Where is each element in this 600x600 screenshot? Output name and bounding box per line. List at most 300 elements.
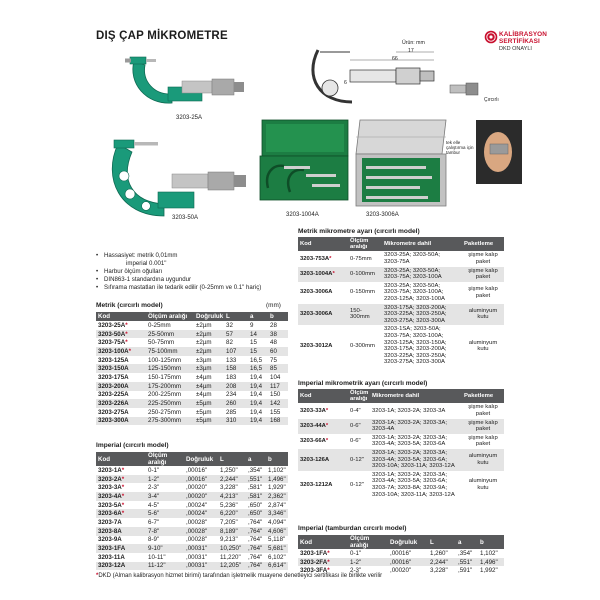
- l-cell: 234: [226, 391, 237, 399]
- col-l: L: [218, 452, 246, 466]
- l-cell: 5,236": [220, 501, 238, 509]
- product-code-text: 3203-200A: [98, 382, 129, 390]
- col-b: b: [266, 452, 288, 466]
- range-cell: 0-75mm: [350, 255, 372, 262]
- table-row: [298, 434, 504, 449]
- caption-3203-25a: 3203-25A: [176, 115, 203, 121]
- range-cell: 0-300mm: [350, 342, 375, 349]
- badge-line-2: SERTİFİKASI: [499, 38, 540, 45]
- a-cell: 14: [248, 330, 268, 339]
- accuracy-cell: ,00024": [186, 501, 208, 509]
- l-cell: 310: [224, 417, 248, 426]
- l-cell: 285: [226, 408, 237, 416]
- included-cell: [370, 403, 462, 418]
- product-code-text: 3203-4A: [98, 492, 122, 500]
- a-cell: ,354": [248, 466, 263, 474]
- table-row: [298, 251, 504, 266]
- accuracy-cell: ±5µm: [196, 408, 212, 416]
- range-cell: 6-7": [148, 518, 160, 526]
- table-row: [96, 321, 288, 330]
- a-cell: ,764": [248, 553, 263, 561]
- table-row: [96, 417, 288, 426]
- included-line: 3203-275A; 3203-300A: [384, 359, 445, 366]
- product-code: [96, 391, 146, 400]
- product-code: [96, 356, 146, 365]
- note-precision-imperial: imperial 0.001": [104, 260, 167, 267]
- b-cell: 5,681": [266, 544, 288, 553]
- product-code: [96, 399, 146, 408]
- a-cell: 16,5: [248, 364, 268, 373]
- table-row: [298, 267, 504, 282]
- table-row: [96, 501, 288, 510]
- note-standard: • DIN863-1 standardına uygundur: [96, 276, 192, 283]
- badge-line-1: KALİBRASYON: [499, 31, 547, 38]
- b-cell: 3,346": [266, 509, 288, 518]
- product-code: [96, 562, 146, 571]
- b-cell: 1,992": [480, 567, 498, 575]
- packaging-line: şişme kalıp: [468, 252, 498, 259]
- packaging-cell: [462, 449, 504, 471]
- col-a: a: [248, 312, 268, 321]
- l-cell: 260: [224, 399, 248, 408]
- included-line: 3203-1SA; 3203-50A;: [384, 326, 441, 333]
- included-line: 3203-125A; 3203-150A;: [384, 339, 447, 346]
- bullet-icon: •: [96, 284, 99, 291]
- dkd-star-icon: *: [121, 484, 125, 492]
- table-row: [298, 549, 504, 558]
- col-range: Ölçüm aralığı: [348, 237, 382, 251]
- range-cell: 75-100mm: [146, 347, 194, 356]
- l-cell: 2,244": [218, 475, 246, 484]
- packaging-cell: [462, 419, 504, 434]
- caption-ratchet: Çırcırlı: [484, 97, 499, 103]
- product-code: [298, 251, 348, 266]
- col-l: L: [428, 535, 456, 549]
- table-row: [96, 518, 288, 527]
- footnote-text: DKD (Alman kalibrasyon hizmet birimi) tarafından işletmelik muayene denetleyici sertifikası ile birlikte verilir: [98, 573, 383, 579]
- table-row: [298, 558, 504, 567]
- accuracy-cell: ±3µm: [194, 364, 224, 373]
- b-cell: 60: [268, 347, 288, 356]
- included-line: 2203-125A; 3203-100A: [384, 295, 445, 302]
- product-code-text: 3203-1FA: [300, 549, 328, 557]
- l-cell: 2,244": [428, 558, 456, 567]
- dkd-star-icon: *: [121, 475, 125, 483]
- table-row: [96, 483, 288, 492]
- col-range: Ölçüm aralığı: [146, 452, 184, 466]
- range-cell: 25-50mm: [146, 330, 194, 339]
- l-cell: 32: [226, 321, 233, 329]
- col-accuracy: Doğruluk: [388, 535, 428, 549]
- dkd-star-icon: *: [121, 466, 125, 474]
- included-line: 3203-10A; 3203-11A; 3203-12A: [372, 491, 455, 498]
- col-b: b: [478, 535, 504, 549]
- included-cell: [382, 304, 462, 326]
- range-cell: 0-12": [348, 449, 370, 471]
- product-code: [96, 364, 146, 373]
- l-cell: 9,213": [220, 536, 238, 544]
- product-code-text: 3203-1FA: [98, 545, 126, 553]
- included-line: 3203-75A: [384, 259, 410, 265]
- product-code: [96, 321, 146, 330]
- packaging-line: şişme kalıp: [468, 404, 498, 411]
- b-cell: 4,606": [266, 527, 288, 536]
- table-header-row: [96, 312, 288, 321]
- dkd-star-icon: *: [325, 407, 329, 414]
- accuracy-cell: ±3µm: [196, 356, 212, 364]
- packaging-line: şişme kalıp: [468, 286, 498, 293]
- range-cell: 50-75mm: [148, 339, 175, 347]
- included-line: 3203-25A; 3203-50A;: [384, 252, 441, 259]
- packaging-cell: [462, 282, 504, 304]
- product-code: [298, 325, 348, 367]
- accuracy-cell: ±5µm: [194, 417, 224, 426]
- product-code: [298, 449, 348, 471]
- product-code: [96, 483, 146, 492]
- product-code-text: 3203-25A: [98, 321, 126, 329]
- b-cell: 1,496": [266, 475, 288, 484]
- col-kod: Kod: [298, 389, 348, 403]
- range-cell: 0-6": [348, 419, 370, 434]
- b-cell: 6,614": [266, 562, 288, 571]
- table-row: [96, 475, 288, 484]
- table-row: [96, 391, 288, 400]
- imperial-drum-section-title: Imperial (tamburdan cırcırlı model): [298, 525, 407, 532]
- product-code: [298, 282, 348, 304]
- included-line: 3203-225A; 3203-250A;: [384, 352, 447, 359]
- accuracy-cell: ±4µm: [196, 391, 212, 399]
- packaging-line: aluminyum: [468, 453, 498, 460]
- range-cell: 0-100mm: [348, 267, 382, 282]
- included-line: 3203-7A; 3203-8A; 3203-9A;: [372, 484, 447, 491]
- range-cell: 5-6": [146, 509, 184, 518]
- table-row: [96, 364, 288, 373]
- dkd-star-icon: *: [125, 330, 128, 338]
- table-header-row: [96, 452, 288, 466]
- product-code: [96, 527, 146, 536]
- included-cell: [370, 449, 462, 471]
- col-kod: Kod: [96, 452, 146, 466]
- product-code-text: 3203-1004A: [300, 270, 333, 277]
- packaging-line: paket: [475, 259, 491, 265]
- col-range: Ölçüm aralığı: [348, 535, 388, 549]
- l-cell: 6,220": [218, 509, 246, 518]
- table-row: [96, 527, 288, 536]
- l-cell: 3,228": [430, 567, 448, 575]
- dimension-label-6: 6: [344, 80, 347, 86]
- product-code-text: 3203-33A: [300, 407, 326, 414]
- a-cell: ,650": [248, 501, 263, 509]
- col-range: Ölçüm aralığı: [350, 390, 369, 403]
- footnote-star: *: [96, 573, 99, 579]
- accuracy-cell: ,00016": [186, 466, 208, 474]
- range-cell: 0-25mm: [148, 321, 171, 329]
- metric-sets-table: [298, 237, 504, 367]
- included-line: 3203-175A; 3203-200A;: [384, 304, 447, 311]
- range-cell: 0-1": [148, 466, 160, 474]
- accuracy-cell: ,00020": [186, 484, 208, 492]
- accuracy-cell: ±5µm: [194, 399, 224, 408]
- dimension-diagram: [300, 38, 470, 108]
- b-cell: 2,362": [266, 492, 288, 501]
- a-cell: 19,4: [250, 408, 263, 416]
- range-cell: 3-4": [146, 492, 184, 501]
- b-cell: 1,929": [268, 484, 286, 492]
- product-code-text: 3203-3012A: [300, 342, 333, 349]
- table-row: [298, 325, 504, 367]
- accuracy-cell: ±2µm: [194, 330, 224, 339]
- product-code: [96, 501, 146, 510]
- a-cell: ,764": [246, 527, 266, 536]
- included-line: 3203-75A; 3203-100A: [384, 274, 442, 281]
- l-cell: 133: [226, 356, 237, 364]
- case-3006a-image: [352, 118, 450, 208]
- col-included: Mikrometre dahil: [370, 389, 462, 403]
- table-row: [96, 382, 288, 391]
- l-cell: 183: [226, 373, 237, 381]
- page-title: DIŞ ÇAP MİKROMETRE: [96, 30, 228, 42]
- product-code-text: 3203-300A: [98, 417, 129, 425]
- table-row: [96, 338, 288, 347]
- range-cell: 275-300mm: [146, 417, 194, 426]
- included-cell: [370, 471, 462, 499]
- range-cell: 200-225mm: [148, 391, 182, 399]
- table-row: [298, 304, 504, 326]
- packaging-cell: [462, 304, 504, 326]
- product-code-text: 3203-3006A: [300, 289, 333, 296]
- table-row: [298, 282, 504, 304]
- included-line: 3203-4A; 3203-5A; 3203-6A;: [372, 456, 447, 463]
- product-code-text: 3203-1A: [98, 466, 122, 474]
- included-line: 3203-1A; 3203-2A; 3203-3A: [372, 407, 446, 414]
- a-cell: ,764": [246, 544, 266, 553]
- b-cell: 5,118": [268, 536, 286, 544]
- a-cell: ,591": [458, 567, 473, 575]
- accuracy-cell: ±4µm: [196, 373, 212, 381]
- range-cell: 150-175mm: [148, 373, 182, 381]
- product-code: [298, 419, 348, 434]
- included-cell: [370, 434, 462, 449]
- table-row: [96, 356, 288, 365]
- range-cell: 250-275mm: [148, 408, 182, 416]
- included-line: 3203-75A; 3203-100A;: [384, 289, 444, 296]
- packaging-line: kutu: [477, 346, 489, 353]
- hand-operation-image: [476, 120, 522, 184]
- product-code: [96, 553, 146, 562]
- col-accuracy: Doğruluk: [196, 313, 224, 320]
- packaging-line: şişme kalıp: [468, 434, 498, 441]
- dkd-star-icon: *: [332, 270, 335, 277]
- product-code-text: 3203-753A: [300, 255, 330, 262]
- dkd-star-icon: *: [125, 321, 128, 329]
- l-cell: 3,228": [220, 484, 238, 492]
- dimension-label-66: 66: [392, 56, 398, 62]
- product-code: [298, 267, 348, 282]
- product-code-text: 3203-175A: [98, 373, 129, 381]
- accuracy-cell: ,00031": [184, 562, 218, 571]
- table-row: [96, 373, 288, 382]
- accuracy-cell: ,00031": [186, 553, 208, 561]
- l-cell: 4,213": [218, 492, 246, 501]
- caption-3203-50a: 3203-50A: [172, 215, 199, 221]
- b-cell: 2,874": [268, 501, 286, 509]
- b-cell: 75: [270, 356, 277, 364]
- a-cell: 19,4: [248, 399, 268, 408]
- included-cell: [382, 282, 462, 304]
- range-cell: 2-3": [148, 484, 160, 492]
- packaging-line: paket: [475, 426, 491, 433]
- range-cell: 175-200mm: [146, 382, 194, 391]
- col-packaging: Paketleme: [462, 389, 504, 403]
- l-cell: 158: [224, 364, 248, 373]
- packaging-cell: [462, 325, 504, 367]
- range-cell: 0-6": [350, 438, 361, 445]
- table-row: [298, 419, 504, 434]
- col-accuracy: Doğruluk: [184, 452, 218, 466]
- product-code: [96, 408, 146, 417]
- range-cell: 7-8": [146, 527, 184, 536]
- l-cell: 12,205": [218, 562, 246, 571]
- accuracy-cell: ±2µm: [196, 321, 212, 329]
- caption-hand-operation: tek elle çalıştırma için tambur: [446, 140, 474, 155]
- packaging-line: kutu: [477, 314, 489, 321]
- table-row: [96, 536, 288, 545]
- packaging-line: paket: [475, 292, 491, 299]
- a-cell: 19,4: [250, 391, 263, 399]
- packaging-cell: [462, 471, 504, 499]
- included-line: 3203-1A; 3203-2A; 3203-3A;: [372, 449, 447, 456]
- b-cell: 1,102": [480, 549, 498, 557]
- a-cell: 19,4: [250, 373, 263, 381]
- packaging-line: paket: [475, 274, 491, 281]
- range-cell: 4-5": [148, 501, 160, 509]
- dimension-label-17: 17: [408, 48, 414, 54]
- col-a: a: [456, 535, 478, 549]
- range-cell: 0-1": [350, 549, 362, 557]
- accuracy-cell: ±2µm: [196, 339, 212, 347]
- packaging-line: aluminyum: [468, 339, 498, 346]
- included-cell: [382, 251, 462, 266]
- range-cell: 0-12": [350, 481, 364, 488]
- packaging-line: aluminyum: [468, 478, 498, 485]
- product-code-text: 3203-3006A: [300, 311, 333, 318]
- col-kod: Kod: [298, 237, 348, 251]
- dkd-star-icon: *: [329, 255, 332, 262]
- micrometer-25a-image: [120, 45, 250, 111]
- packaging-line: şişme kalıp: [468, 419, 498, 426]
- accuracy-cell: ,00020": [390, 567, 412, 575]
- product-code: [96, 518, 146, 527]
- table-row: [298, 449, 504, 471]
- imperial-drum-table: [298, 535, 504, 575]
- l-cell: 57: [224, 330, 248, 339]
- a-cell: 9: [250, 321, 254, 329]
- bullet-icon: •: [96, 252, 99, 259]
- product-code-text: 3203-7A: [98, 518, 122, 526]
- range-cell: 0-150mm: [350, 289, 375, 296]
- accuracy-cell: ±2µm: [194, 347, 224, 356]
- col-l: L: [224, 312, 248, 321]
- product-code: [96, 373, 146, 382]
- product-code-text: 3203-100A: [98, 347, 129, 355]
- included-line: 3203-225A; 3203-250A;: [384, 311, 447, 318]
- b-cell: 4,094": [268, 518, 286, 526]
- included-line: 3203-275A; 3203-300A: [384, 317, 445, 324]
- product-code: [96, 509, 146, 518]
- dkd-star-icon: *: [128, 347, 132, 355]
- product-code: [96, 382, 146, 391]
- packaging-line: aluminyum: [468, 307, 498, 314]
- product-code-text: 3203-50A: [98, 330, 126, 338]
- dkd-star-icon: *: [121, 510, 125, 518]
- product-code: [298, 471, 348, 499]
- product-code: [298, 434, 348, 449]
- range-cell: 11-12": [146, 562, 184, 571]
- a-cell: 15: [250, 339, 257, 347]
- col-kod: Kod: [96, 312, 146, 321]
- product-code-text: 3203-44A: [300, 422, 326, 429]
- accuracy-cell: ±4µm: [194, 382, 224, 391]
- product-code-text: 3203-3A: [98, 484, 122, 492]
- product-code-text: 3203-5A: [98, 501, 122, 509]
- ratchet-detail-image: [448, 80, 484, 98]
- imperial-section-title: Imperial (cırcırlı model): [96, 442, 169, 449]
- b-cell: 85: [268, 364, 288, 373]
- a-cell: 16,5: [250, 356, 263, 364]
- packaging-line: kutu: [477, 484, 489, 491]
- range-cell: 1-2": [348, 558, 388, 567]
- packaging-cell: [462, 251, 504, 266]
- b-cell: 142: [268, 399, 288, 408]
- metric-sets-section-title: Metrik mikrometre ayarı (cırcırlı model): [298, 228, 420, 235]
- product-code-text: 3203-2FA: [300, 558, 328, 566]
- micrometer-50a-image: [100, 130, 260, 220]
- product-code-text: 3203-9A: [98, 536, 122, 544]
- product-code: [96, 330, 146, 339]
- imperial-sets-section-title: Imperial mikrometrik ayarı (cırcırlı model): [298, 380, 428, 387]
- bullet-icon: •: [96, 276, 99, 283]
- included-line: 3203-75A; 3203-100A;: [384, 332, 444, 339]
- a-cell: ,354": [458, 549, 473, 557]
- packaging-cell: [462, 434, 504, 449]
- range-cell: 100-125mm: [148, 356, 182, 364]
- a-cell: 19,4: [248, 382, 268, 391]
- accuracy-cell: ,00028": [186, 536, 208, 544]
- l-cell: 1,250": [220, 466, 238, 474]
- range-cell: 8-9": [148, 536, 160, 544]
- product-code-text: 3203-6A: [98, 510, 122, 518]
- product-code: [96, 536, 146, 545]
- dkd-star-icon: *: [125, 339, 128, 347]
- product-code-text: 3203-275A: [98, 408, 129, 416]
- b-cell: 155: [270, 408, 281, 416]
- accuracy-cell: ,00028": [186, 518, 208, 526]
- included-line: 3203-10A; 3203-11A; 3203-12A: [372, 463, 455, 470]
- accuracy-cell: ,00031": [184, 544, 218, 553]
- product-code-text: 3203-150A: [98, 365, 129, 373]
- table-header-row: [298, 237, 504, 251]
- table-row: [96, 553, 288, 562]
- range-cell: 2-3": [350, 567, 362, 575]
- b-cell: 6,102": [268, 553, 286, 561]
- product-code: [298, 549, 348, 558]
- table-row: [96, 466, 288, 475]
- col-range: Ölçüm aralığı: [146, 312, 194, 321]
- product-code: [96, 466, 146, 475]
- packaging-cell: [462, 267, 504, 282]
- range-cell: 150-300mm: [348, 304, 382, 326]
- packaging-line: paket: [475, 441, 491, 448]
